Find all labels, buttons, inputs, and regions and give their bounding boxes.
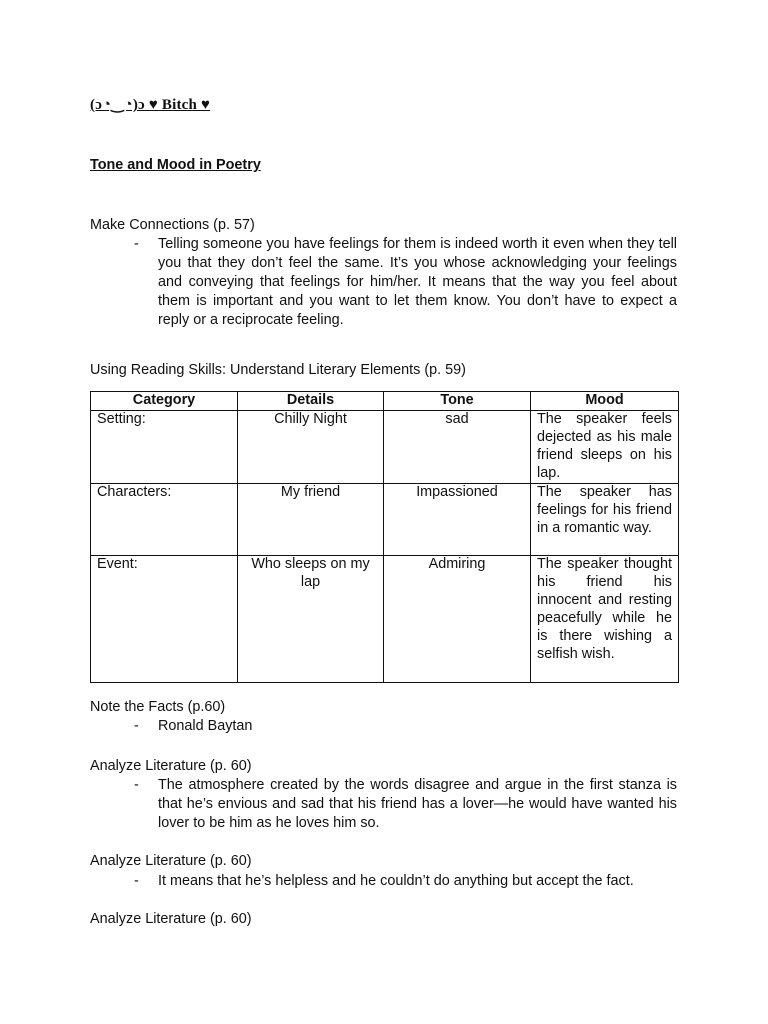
table-row-setting (91, 411, 679, 484)
table-row-characters (91, 484, 679, 556)
cell-tone: Admiring (384, 556, 531, 683)
section-label-analyze-literature: Analyze Literature (p. 60) (90, 758, 252, 774)
analyze-literature-answer: The atmosphere created by the words disagree and argue in the first stanza is that he’s envious and sad that his friend has a lover—he would have wanted his lover to be him as he loves him so. (158, 777, 677, 831)
column-header-tone: Tone (384, 392, 531, 411)
section-label-reading-skills: Using Reading Skills: Understand Literary Elements (p. 59) (90, 362, 466, 378)
cell-details: Who sleeps on my lap (238, 556, 384, 683)
page-header: (ɔ◔‿◔)ɔ ♥ Bitch ♥ (90, 97, 211, 113)
section-label-note-facts: Note the Facts (p.60) (90, 699, 226, 715)
table-row-event (91, 556, 679, 683)
bullet-dash: - (134, 873, 139, 889)
bullet-dash: - (134, 718, 139, 734)
cell-mood: The speaker thought his friend his innocent and resting peacefully while he is there wishing a selfish wish. (531, 556, 679, 683)
cell-details: My friend (238, 484, 384, 556)
column-header-category: Category (91, 392, 238, 411)
cell-details: Chilly Night (238, 411, 384, 484)
cell-category: Event: (91, 556, 238, 683)
column-header-mood: Mood (531, 392, 679, 411)
table-header-row (91, 392, 679, 411)
analyze-literature-answer: It means that he’s helpless and he couldn’t do anything but accept the fact. (158, 873, 634, 889)
page-title: Tone and Mood in Poetry (90, 157, 261, 173)
bullet-dash: - (134, 236, 139, 252)
section-label-analyze-literature: Analyze Literature (p. 60) (90, 853, 252, 869)
cell-category: Setting: (91, 411, 238, 484)
bullet-dash: - (134, 777, 139, 793)
cell-tone: Impassioned (384, 484, 531, 556)
cell-mood: The speaker feels dejected as his male friend sleeps on his lap. (531, 411, 679, 484)
cell-tone: sad (384, 411, 531, 484)
literary-elements-table (90, 391, 679, 683)
section-label-analyze-literature: Analyze Literature (p. 60) (90, 911, 252, 927)
column-header-details: Details (238, 392, 384, 411)
note-facts-answer: Ronald Baytan (158, 718, 253, 734)
cell-mood: The speaker has feelings for his friend in a romantic way. (531, 484, 679, 556)
cell-category: Characters: (91, 484, 238, 556)
make-connections-answer: Telling someone you have feelings for them is indeed worth it even when they tell you that they don’t feel the same. It’s you whose acknowledging your feelings and conveying that feelings for him/her. It means that the way you feel about them is important and you want to let them know. You don’t have to expect a reply or a reciprocate feeling. (158, 236, 677, 328)
section-label-make-connections: Make Connections (p. 57) (90, 217, 255, 233)
